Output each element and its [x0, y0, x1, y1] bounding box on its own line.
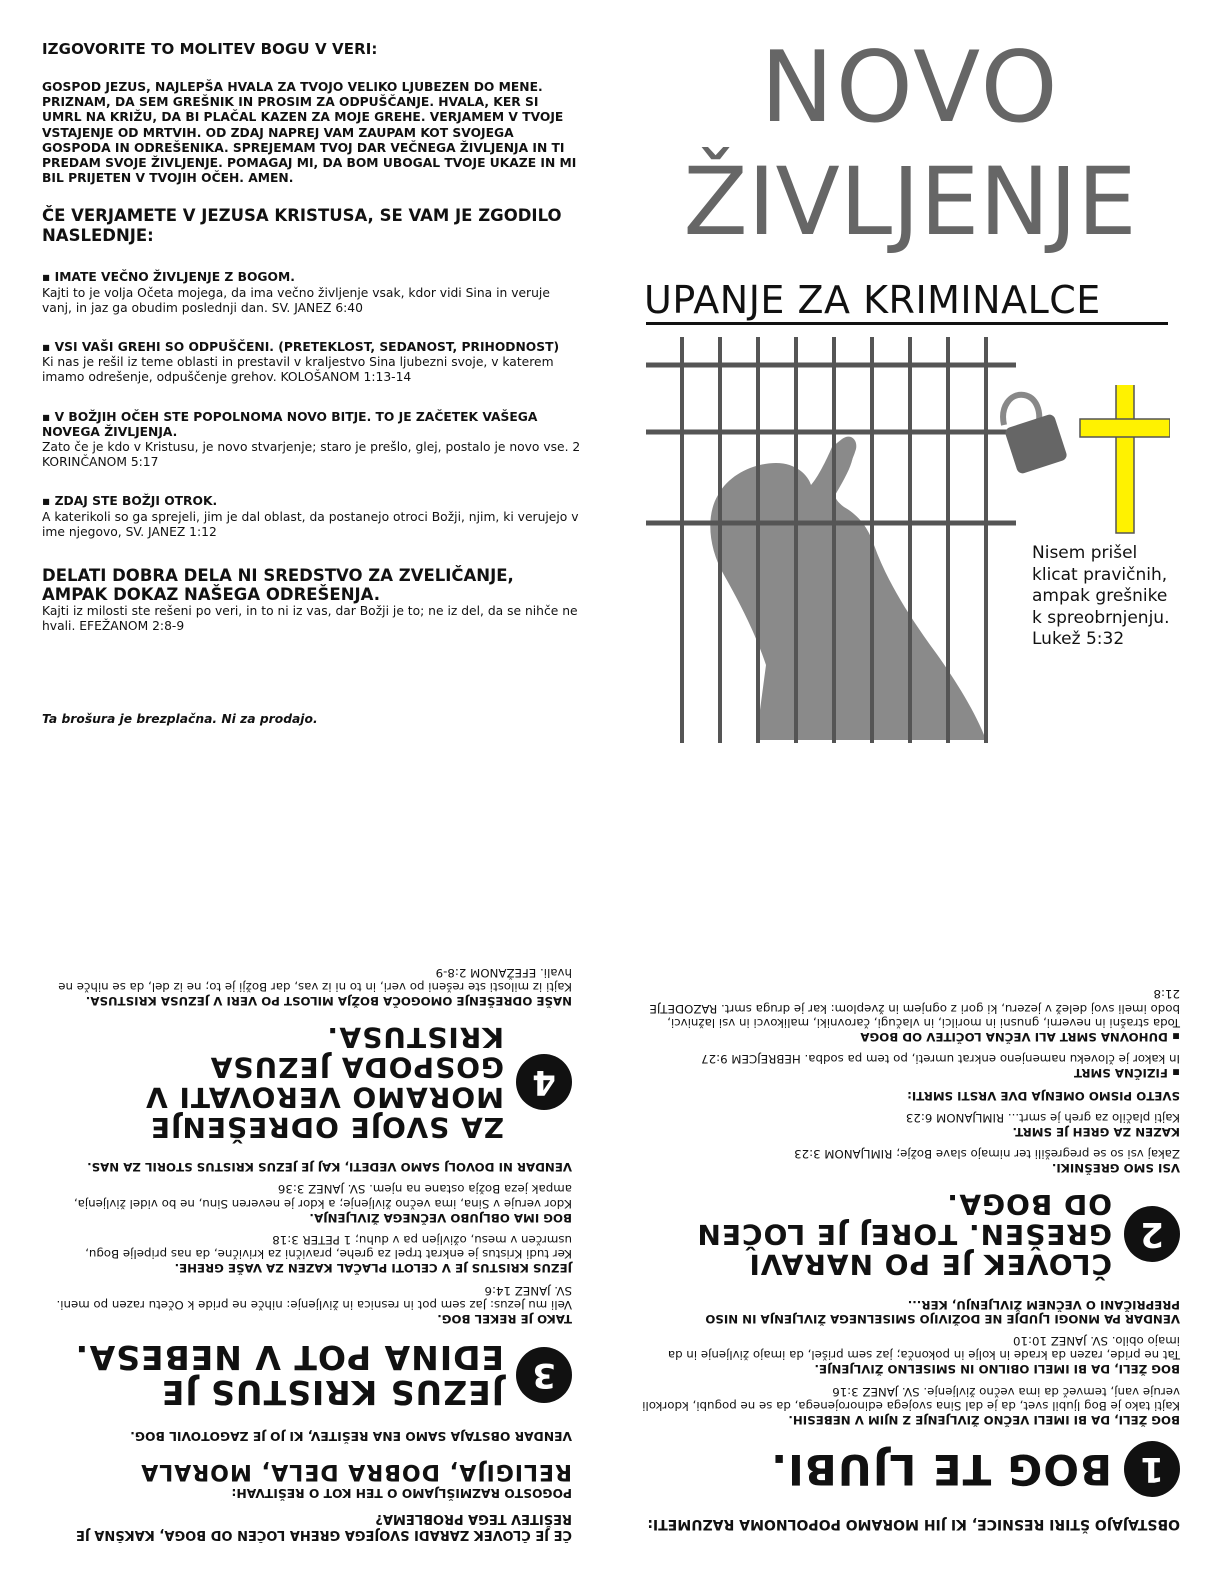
truth-3-p1: Veli mu Jezus: Jaz sem pot in resnica in življenje: nihče ne pride k Očetu razen po meni. SV. JANEZ 14:6 [56, 1283, 572, 1312]
truth-4-title: ZA SVOJE ODREŠENJE MORAMO VEROVATI V GOSPODA JEZUSA KRISTUSA. [145, 1020, 504, 1144]
benefit-item [42, 494, 582, 540]
free-notice: Ta brošura je brezplačna. Ni za prodajo. [42, 712, 318, 727]
truths-3-4-panel [42, 842, 572, 1542]
false-solutions: RELIGIJA, DOBRA DELA, MORALA [140, 1459, 572, 1484]
truth-1-p2-head: BOG ŽELI, DA BI IMELI OBILNO IN SMISELNO ŽIVLJENJE. [814, 1362, 1180, 1377]
truth-4-header [42, 1022, 572, 1142]
truth-number-badge: 3 [516, 1347, 572, 1403]
truth-3-title: JEZUS KRISTUS JE EDINA POT V NEBESA. [74, 1338, 504, 1412]
prisoner-silhouette [710, 437, 986, 740]
truth-2-p3-head: SVETO PISMO OMENJA DVE VRSTI SMRTI: [907, 1088, 1180, 1103]
solution-question: ČE JE ČLOVEK ZARADI SVOJEGA GREHA LOČEN OD BOGA, KAKŠNA JE REŠITEV TEGA PROBLEMA? [76, 1511, 572, 1542]
truth-4-text [42, 965, 572, 1008]
padlock-icon [1003, 395, 1068, 475]
cover-subtitle: UPANJE ZA KRIMINALCE [644, 278, 1101, 322]
truth-3-p1-head: TAKO JE REKEL BOG. [437, 1312, 572, 1326]
truth-2-p4: In kakor je človeku namenjeno enkrat umreti, po tem pa sodba. HEBREJCEM 9:27 [701, 1052, 1180, 1067]
truth-1-header [640, 1441, 1180, 1497]
truth-2-text [640, 987, 1180, 1175]
benefit-body: Zato če je kdo v Kristusu, je novo stvarjenje; staro je prešlo, glej, postalo je novo vse. 2 KORINČANOM 5:17 [42, 440, 581, 470]
cover-title-line2: ŽIVLJENJE [683, 148, 1137, 257]
one-solution: VENDAR OBSTAJA SAMO ENA REŠITEV, KI JO JE ZAGOTOVIL BOG. [130, 1429, 572, 1443]
truth-3-p3-head: BOG IMA OBLJUBO VEČNEGA ŽIVLJENJA. [309, 1210, 572, 1225]
truth-number-badge: 1 [1124, 1441, 1180, 1497]
benefit-item [42, 410, 582, 471]
good-works-text: Kajti iz milosti ste rešeni po veri, in to ni iz vas, dar Božji je to; ne iz del, da se nihče ne hvali. EFEŽANOM 2:8-9 [42, 604, 578, 634]
truth-2-p1: Zakaj vsi so se pregrešili ter nimajo slave Božje; RIMLJANOM 3:23 [794, 1147, 1180, 1162]
solutions-heading: POGOSTO RAZMIŠLJAMO O TEH KOT O REŠITVAH: [231, 1486, 572, 1500]
prayer-heading: IZGOVORITE TO MOLITEV BOGU V VERI: [42, 40, 378, 58]
truth-2-p5: Toda strašni in neverni, gnusni in morilci, in vlačugi, čarovniki, malikovci in vsi lažnivci, bodo imeli svoj delež v jezeru, ki gori z ognjem in žveplom: kar je druga smrt. RAZODETJE 21:8 [649, 987, 1180, 1030]
truth-1-text [640, 1297, 1180, 1427]
prayer-text: GOSPOD JEZUS, NAJLEPŠA HVALA ZA TVOJO VELIKO LJUBEZEN DO MENE. PRIZNAM, DA SEM GREŠNIK IN PROSIM ZA ODPUŠČANJE. HVALA, KER SI UMRL NA KRIŽU, DA BI PLAČAL KAZEN ZA MOJE GREHE. VERJAMEM V TVOJE VSTAJENJE OD MRTVIH. OD ZDAJ NAPREJ VAM ZAUPAM KOT SVOJEGA GOSPODA IN ODREŠENIKA. SPREJEMAM TVOJ DAR VEČNEGA ŽIVLJENJA IN TI PREDAM SVOJE ŽIVLJENJE. POMAGAJ MI, DA BOM UBOGAL TVOJE UKAZE IN MI BIL PRIJETEN V TVOJIH OČEH. AMEN. [42, 80, 577, 186]
truth-2-p1-head: VSI SMO GREŠNIKI. [1051, 1161, 1180, 1176]
truth-3-p4: VENDAR NI DOVOLJ SAMO VEDETI, KAJ JE JEZUS KRISTUS STORIL ZA NAS. [87, 1160, 572, 1175]
lock-and-cross [990, 385, 1170, 535]
truth-1-p1-head: BOG ŽELI, DA BI IMELI VEČNO ŽIVLJENJE Z NJIM V NEBESIH. [788, 1413, 1180, 1427]
benefit-head: ▪ IMATE VEČNO ŽIVLJENJE Z BOGOM. [42, 270, 295, 285]
benefit-body: A katerikoli so ga sprejeli, jim je dal oblast, da postanejo otroci Božji, njim, ki verujejo v ime njegovo, SV. JANEZ 1:12 [42, 509, 579, 539]
benefits-heading: ČE VERJAMETE V JEZUSA KRISTUSA, SE VAM JE ZGODILO NASLEDNJE: [42, 206, 562, 246]
cover-panel [640, 30, 1180, 750]
truth-3-p2: Ker tudi Kristus je enkrat trpel za grehe, pravični za krivične, da nas pripelje Bogu, usmrčen v mesu, oživljen pa v duhu; 1 PETER 3:18 [85, 1232, 572, 1262]
truth-3-p2-head: JEZUS KRISTUS JE V CELOTI PLAČAL KAZEN ZA VAŠE GREHE. [174, 1261, 572, 1276]
truth-3-text [42, 1160, 572, 1326]
cross-icon [1080, 385, 1170, 533]
truth-2-header [640, 1188, 1180, 1282]
truth-number-badge: 2 [1124, 1206, 1180, 1262]
truth-2-p4-head: ▪ FIZIČNA SMRT [1073, 1066, 1180, 1081]
truths-1-2-panel [640, 862, 1180, 1532]
benefit-head: ▪ ZDAJ STE BOŽJI OTROK. [42, 494, 218, 509]
truth-1-title: BOG TE LJUBI. [770, 1445, 1112, 1494]
truth-4-p1-head: NAŠE ODREŠENJE OMOGOČA BOŽJA MILOST PO VERI V JEZUSA KRISTUSA. [85, 993, 572, 1008]
truth-1-p2: Tat ne pride, razen da krade in kolje in pokonča; jaz sem prišel, da imajo življenje in da imajo obilo. SV. JANEZ 10:10 [667, 1333, 1180, 1363]
truth-number-badge: 4 [516, 1054, 572, 1110]
subtitle-rule [646, 322, 1168, 325]
benefit-head: ▪ V BOŽJIH OČEH STE POPOLNOMA NOVO BITJE. TO JE ZAČETEK VAŠEGA NOVEGA ŽIVLJENJA. [42, 409, 538, 439]
truths-intro: OBSTAJAJO ŠTIRI RESNICE, KI JIH MORAMO POPOLNOMA RAZUMETI: [647, 1516, 1180, 1532]
truth-1-p3: VENDAR PA MNOGI LJUDJE NE DOŽIVIJO SMISELNEGA ŽIVLJENJA IN NISO PREPRIČANI O VEČNEM ŽIVLJENJU, KER... [705, 1297, 1180, 1326]
benefit-body: Ki nas je rešil iz teme oblasti in prestavil v kraljestvo Sina ljubezni svoje, v katerem imamo odrešenje, odpuščenje grehov. KOLOŠANOM 1:13-14 [42, 355, 554, 385]
truth-3-p3: Kdor veruje v Sina, ima večno življenje; a kdor je neveren Sinu, ne bo videl življenja, ampak jeza Božja ostane na njem. SV. JANEZ 3:36 [73, 1182, 572, 1211]
cover-verse: Nisem prišel klicat pravičnih, ampak grešnike k spreobrnjenju. Lukež 5:32 [1032, 543, 1170, 649]
truth-2-title: ČLOVEK JE PO NARAVI GREŠEN. TOREJ JE LOČEN OD BOGA. [696, 1188, 1112, 1282]
truth-2-p2-head: KAZEN ZA GREH JE SMRT. [1012, 1124, 1180, 1139]
truth-1-p1: Kajti tako je Bog ljubil svet, da je dal Sina svojega edinorojenega, da se ne pogubi, kdorkoli veruje vanj, temveč da ima večno življenje. SV. JANEZ 3:16 [642, 1384, 1180, 1413]
truth-2-p5-head: ▪ DUHOVNA SMRT ALI VEČNA LOČITEV OD BOGA [860, 1029, 1180, 1044]
truth-4-p1: Kajti iz milosti ste rešeni po veri, in to ni iz vas, dar Božji je to; ne iz del, da se nihče ne hvali. EFEŽANOM 2:8-9 [58, 965, 572, 994]
prayer-panel [42, 40, 582, 726]
benefit-head: ▪ VSI VAŠI GREHI SO ODPUŠČENI. (PRETEKLOST, SEDANOST, PRIHODNOST) [42, 340, 560, 355]
truth-2-p2: Kajti plačilo za greh je smrt... RIMLJANOM 6:23 [905, 1110, 1180, 1125]
benefit-body: Kajti to je volja Očeta mojega, da ima večno življenje vsak, kdor vidi Sina in veruje vanj, in jaz ga obudim poslednji dan. SV. JANEZ 6:40 [42, 285, 550, 315]
truth-3-header [42, 1340, 572, 1410]
benefit-item [42, 340, 582, 386]
benefit-item [42, 270, 582, 316]
prison-cell-illustration [646, 335, 1016, 745]
good-works-heading: DELATI DOBRA DELA NI SREDSTVO ZA ZVELIČANJE, AMPAK DOKAZ NAŠEGA ODREŠENJA. [42, 566, 514, 605]
cover-title-line1: NOVO [760, 31, 1060, 145]
